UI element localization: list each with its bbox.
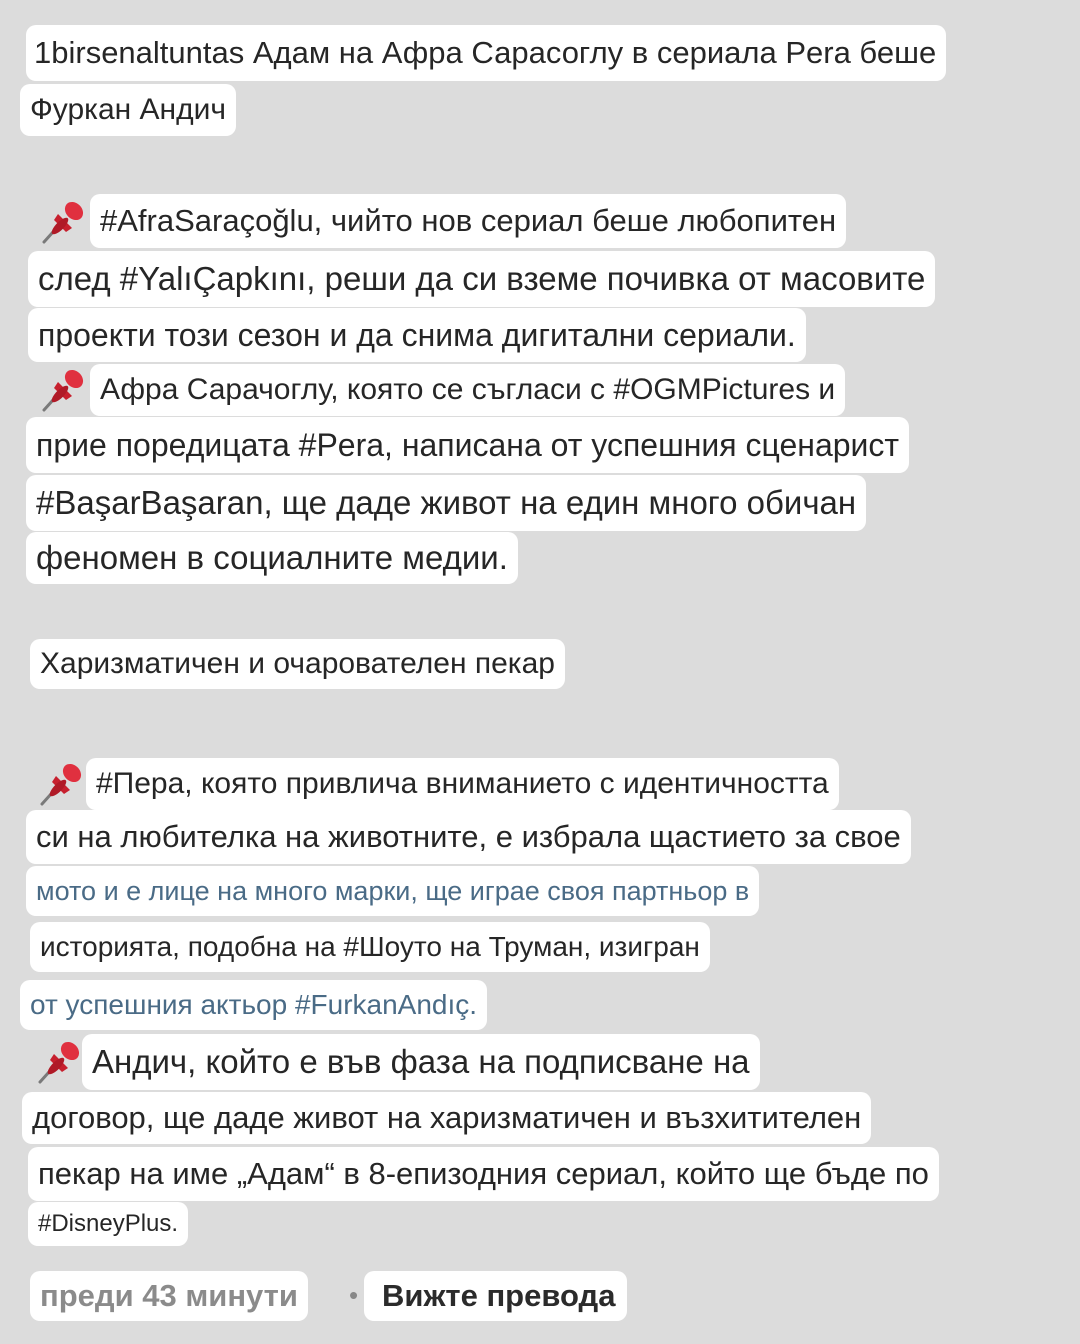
timestamp: преди 43 минути <box>30 1271 308 1321</box>
pushpin-icon <box>38 196 90 246</box>
text-line-17: договор, ще даде живот на харизматичен и възхитителен <box>22 1092 871 1144</box>
text-line-11: #Пера, която привлича вниманието с идентичността <box>86 758 839 810</box>
text-line-19: #DisneyPlus. <box>28 1202 188 1246</box>
text-line-14: историята, подобна на #Шоуто на Труман, изигран <box>30 922 710 972</box>
text-line-13: мото и е лице на много марки, ще играе своя партньор в <box>26 866 759 916</box>
text-line-18: пекар на име „Адам“ в 8-епизодния сериал, който ще бъде по <box>28 1147 939 1201</box>
text-line-4: след #YalıÇapkını, реши да си вземе почивка от масовите <box>28 251 935 307</box>
text-line-3: #AfraSaraçoğlu, чийто нов сериал беше любопитен <box>90 194 846 248</box>
pushpin-icon <box>34 1036 86 1086</box>
text-line-8: #BaşarBaşaran, ще даде живот на един много обичан <box>26 475 866 531</box>
pushpin-icon <box>36 758 88 808</box>
text-line-5: проекти този сезон и да снима дигитални сериали. <box>28 308 806 362</box>
text-line-2: Фуркан Андич <box>20 84 236 136</box>
text-line-9: феномен в социалните медии. <box>26 532 518 584</box>
footer-separator: • <box>349 1280 359 1310</box>
section-subtitle: Харизматичен и очарователен пекар <box>30 639 565 689</box>
text-line-15: от успешния актьор #FurkanAndıç. <box>20 980 487 1030</box>
pushpin-icon <box>38 364 90 414</box>
text-line-6: Афра Сарачоглу, която се съгласи с #OGMPictures и <box>90 364 845 416</box>
text-line-16: Андич, който е във фаза на подписване на <box>82 1034 760 1090</box>
text-line-12: си на любителка на животните, е избрала щастието за свое <box>26 810 911 864</box>
text-line-7: прие поредицата #Pera, написана от успешния сценарист <box>26 417 909 473</box>
see-translation-button[interactable]: Вижте превода <box>364 1271 627 1321</box>
text-line-1: 1birsenaltuntas Адам на Афра Сарасоглу в сериала Pera беше <box>26 25 946 81</box>
